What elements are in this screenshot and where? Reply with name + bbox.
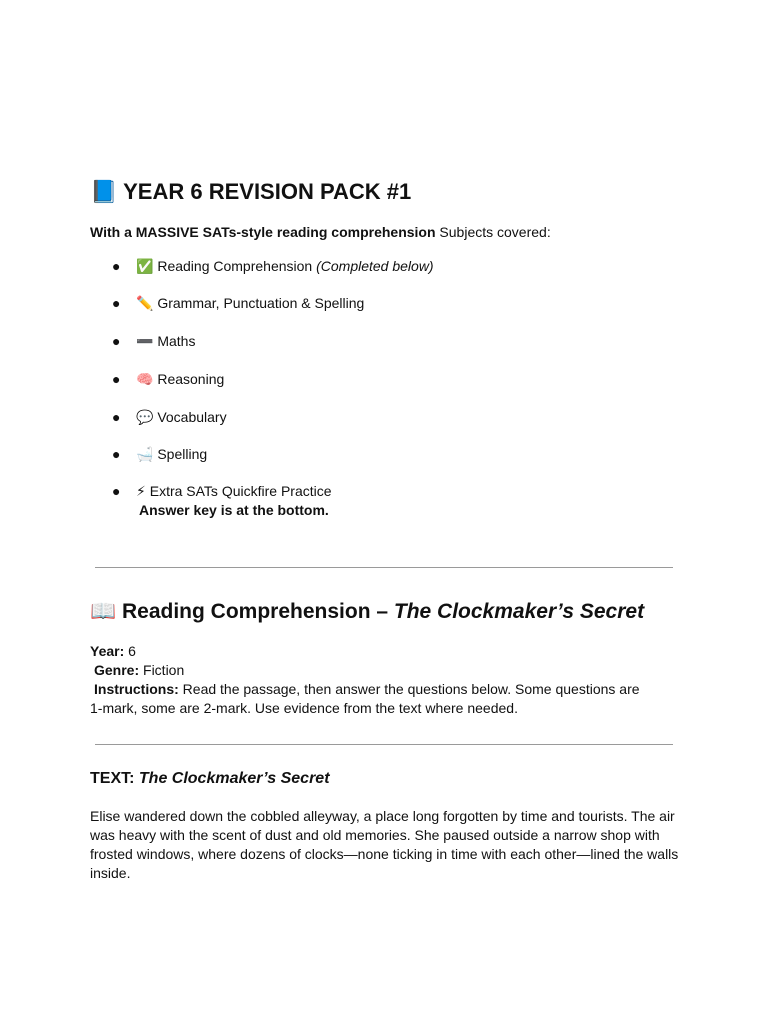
list-item — [112, 370, 225, 389]
section-title-italic: The Clockmaker’s Secret — [393, 600, 645, 623]
text-heading-prefix: TEXT: — [90, 770, 139, 787]
bathtub-icon: 🛁 — [136, 447, 154, 463]
text-heading — [90, 768, 330, 790]
lightning-icon: ⚡ — [136, 484, 146, 500]
genre-label: Genre: — [94, 662, 140, 678]
intro-paragraph — [90, 223, 551, 241]
meta-instructions — [94, 680, 640, 699]
bullet-icon: ● — [112, 371, 121, 387]
answer-key-note: Answer key is at the bottom. — [139, 502, 329, 518]
bullet-icon: ● — [112, 483, 121, 499]
instructions-line1: Read the passage, then answer the questions below. Some questions are — [178, 681, 640, 697]
check-icon: ✅ — [136, 259, 154, 275]
meta-year — [90, 642, 136, 661]
list-item — [112, 482, 332, 501]
bullet-icon: ● — [112, 446, 121, 462]
subject-label: Extra SATs Quickfire Practice — [149, 483, 332, 499]
subject-label: Vocabulary — [157, 409, 227, 425]
subject-note: (Completed below) — [316, 258, 434, 274]
intro-rest: Subjects covered: — [435, 224, 551, 240]
list-item — [112, 445, 208, 464]
blue-book-icon: 📘 — [90, 180, 118, 205]
page-title-text: YEAR 6 REVISION PACK #1 — [123, 179, 412, 204]
meta-instructions-cont — [90, 699, 518, 718]
passage — [90, 807, 678, 883]
open-book-icon: 📖 — [90, 599, 117, 623]
meta-genre — [94, 661, 184, 680]
pencil-icon: ✏️ — [136, 296, 154, 312]
bullet-icon: ● — [112, 295, 121, 311]
section-title-prefix: Reading Comprehension – — [122, 600, 394, 623]
year-value: 6 — [124, 643, 136, 659]
list-item — [112, 257, 434, 276]
text-heading-italic: The Clockmaker’s Secret — [138, 770, 330, 787]
passage-line: was heavy with the scent of dust and old memories. She paused outside a narrow shop with — [90, 827, 660, 843]
instructions-line2: 1-mark, some are 2-mark. Use evidence from the text where needed. — [90, 700, 518, 716]
list-item — [112, 408, 227, 427]
page-title — [90, 178, 411, 207]
divider — [95, 567, 673, 568]
list-item — [112, 332, 196, 351]
subject-label: Grammar, Punctuation & Spelling — [157, 295, 365, 311]
divider — [95, 744, 673, 745]
instructions-label: Instructions: — [94, 681, 179, 697]
subject-label: Reading Comprehension — [157, 258, 313, 274]
list-item — [112, 294, 365, 313]
year-label: Year: — [90, 643, 125, 659]
genre-value: Fiction — [139, 662, 185, 678]
passage-line: inside. — [90, 865, 131, 881]
bullet-icon: ● — [112, 409, 121, 425]
bullet-icon: ● — [112, 333, 121, 349]
minus-icon: ➖ — [136, 334, 154, 350]
brain-icon: 🧠 — [136, 372, 154, 388]
speech-bubble-icon: 💬 — [136, 410, 154, 426]
intro-bold: With a MASSIVE SATs-style reading comprehension — [90, 224, 436, 240]
subject-label: Maths — [157, 333, 196, 349]
passage-line: frosted windows, where dozens of clocks—none ticking in time with each other—lined the walls — [90, 846, 679, 862]
section-title — [90, 597, 644, 626]
bullet-icon: ● — [112, 258, 121, 274]
subject-label: Reasoning — [157, 371, 225, 387]
subject-label: Spelling — [157, 446, 208, 462]
passage-line: Elise wandered down the cobbled alleyway, a place long forgotten by time and tourists. The air — [90, 808, 675, 824]
